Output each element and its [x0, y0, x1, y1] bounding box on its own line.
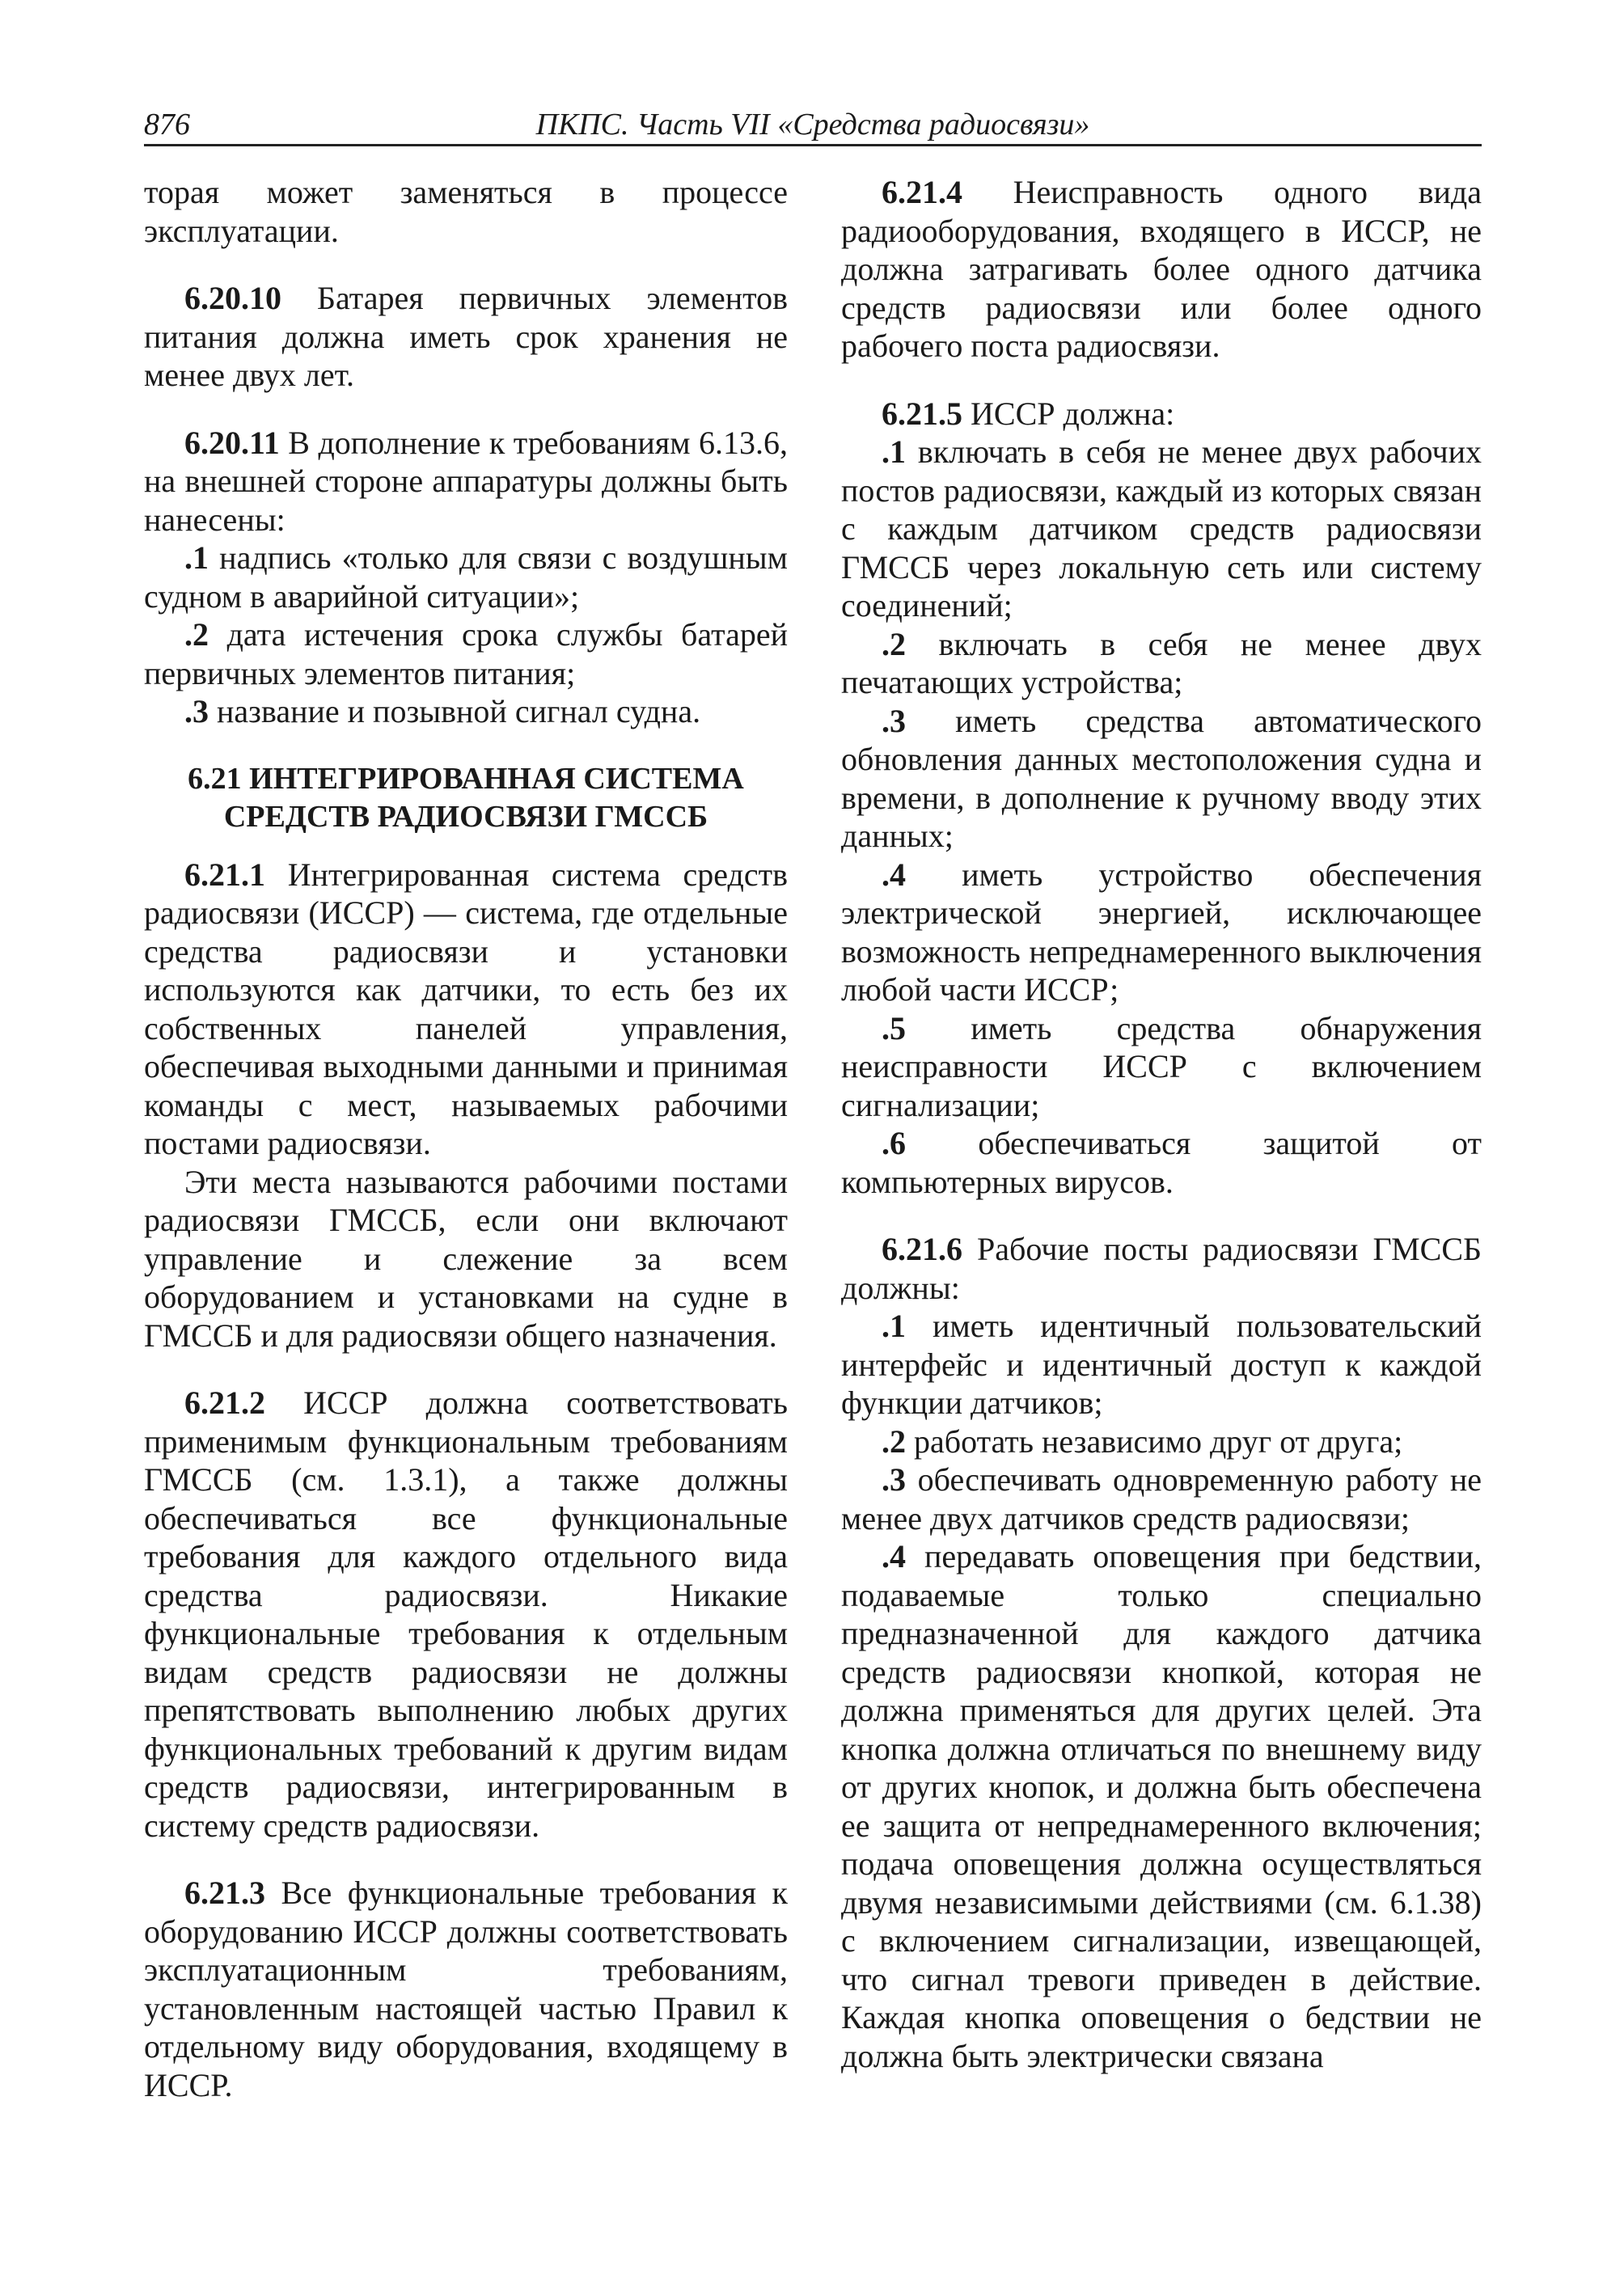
list-item [841, 1537, 1482, 2075]
item-number: .1 [882, 433, 906, 470]
left-column [144, 173, 788, 2104]
item-text: обеспечивать одновременную работу не менее двух датчиков средств радиосвязи; [841, 1461, 1482, 1536]
continued-paragraph: торая может заменяться в процессе эксплуатации. [144, 174, 788, 249]
item-text: передавать оповещения при бедствии, подаваемые только специально предназначенной для каждого датчика средств радиосвязи кнопкой, которая не должна применяться для других целей. Эта кнопка должна отличаться по внешнему виду от других кнопок, и должна быть обеспечена ее защита от непреднамеренного включения; подача оповещения должна осуществляться двумя независимыми действиями (см. 6.1.38) с включением сигнализации, извещающей, что сигнал тревоги приведен в действие. Каждая кнопка оповещения о бедствии не должна быть электрически связана [841, 1538, 1482, 2074]
list-item [841, 856, 1482, 1009]
clause-6-20-10 [144, 279, 788, 395]
item-text: работать независимо друг от друга; [906, 1422, 1403, 1460]
item-number: .2 [882, 625, 906, 662]
item-number: .1 [184, 539, 209, 576]
clause-number: 6.20.11 [184, 424, 280, 461]
list-item [841, 702, 1482, 856]
clause-6-21-6 [841, 1230, 1482, 1307]
item-number: .2 [184, 616, 209, 653]
section-heading [144, 760, 788, 836]
list-item [144, 539, 788, 615]
item-text: обеспечиваться защитой от компьютерных вирусов. [841, 1125, 1482, 1200]
clause-number: 6.21.5 [882, 395, 962, 432]
clause-6-21-4 [841, 173, 1482, 366]
clause-6-21-5 [841, 395, 1482, 433]
list-item [841, 1009, 1482, 1125]
item-text: иметь идентичный пользовательский интерфейс и идентичный доступ к каждой функции датчиков; [841, 1308, 1482, 1421]
paragraph: Эти места называются рабочими постами радиосвязи ГМССБ, если они включают управление и слежение за всем оборудованием и установками на судне в ГМССБ и для радиосвязи общего назначения. [144, 1163, 788, 1354]
page-number: 876 [144, 108, 190, 142]
item-number: .3 [882, 702, 906, 739]
clause-number: 6.21.3 [184, 1875, 265, 1911]
clause-number: 6.21.4 [882, 174, 962, 210]
item-text: иметь устройство обеспечения электрической энергией, исключающее возможность непреднамеренного выключения любой части ИССР; [841, 856, 1482, 1008]
clause-6-21-2 [144, 1384, 788, 1845]
list-item [841, 1422, 1482, 1461]
clause-text: В дополнение к требованиям 6.13.6, на внешней стороне аппаратуры должны быть нанесены: [144, 424, 788, 538]
clause-text: Все функциональные требования к оборудованию ИССР должны соответствовать эксплуатационным требованиям, установленным настоящей частью Правил к отдельному виду оборудования, входящему в ИССР. [144, 1875, 788, 2103]
clause-6-21-1 [144, 856, 788, 1163]
clause-6-20-11 [144, 424, 788, 539]
item-text: включать в себя не менее двух рабочих постов радиосвязи, каждый из которых связан с каждым датчиком средств радиосвязи ГМССБ через локальную сеть или систему соединений; [841, 433, 1482, 623]
item-number: .6 [882, 1125, 906, 1161]
clause-number: 6.20.10 [184, 280, 281, 316]
item-number: .1 [882, 1308, 906, 1344]
clause-text: ИССР должна: [962, 395, 1175, 432]
list-item [841, 1460, 1482, 1537]
item-text: надпись «только для связи с воздушным судном в аварийной ситуации»; [144, 539, 788, 615]
item-text: название и позывной сигнал судна. [209, 693, 701, 729]
item-number: .4 [882, 1538, 906, 1575]
list-item [144, 615, 788, 692]
list-item [841, 1307, 1482, 1422]
item-text: иметь средства обнаружения неисправности ИССР с включением сигнализации; [841, 1009, 1482, 1123]
clause-number: 6.21.2 [184, 1384, 265, 1421]
item-number: .3 [882, 1461, 906, 1498]
clause-text: Интегрированная система средств радиосвязи (ИССР) — система, где отдельные средства радиосвязи и установки используются как датчики, то есть без их собственных панелей управления, обеспечивая выходными данными и принимая команды с мест, называемых рабочими постами радиосвязи. [144, 856, 788, 1161]
clause-number: 6.21.6 [882, 1231, 962, 1267]
section-heading-line-1: 6.21 ИНТЕГРИРОВАННАЯ СИСТЕМА [188, 761, 744, 796]
clause-text: ИССР должна соответствовать применимым функциональным требованиям ГМССБ (см. 1.3.1), а также должны обеспечиваться все функциональные требования для каждого отдельного вида средства радиосвязи. Никакие функциональные требования к отдельным видам средств радиосвязи не должны препятствовать выполнению любых других функциональных требований к другим видам средств радиосвязи, интегрированным в систему средств радиосвязи. [144, 1384, 788, 1844]
list-item [841, 1124, 1482, 1201]
list-item [841, 625, 1482, 702]
running-title: ПКПС. Часть VII «Средства радиосвязи» [535, 108, 1090, 142]
clause-number: 6.21.1 [184, 856, 265, 893]
clause-text: Батарея первичных элементов питания должна иметь срок хранения не менее двух лет. [144, 280, 788, 393]
item-text: дата истечения срока службы батарей первичных элементов питания; [144, 616, 788, 691]
clause-text: Рабочие посты радиосвязи ГМССБ должны: [841, 1231, 1482, 1306]
clause-text: Неисправность одного вида радиооборудования, входящего в ИССР, не должна затрагивать более одного датчика средств радиосвязи или более одного рабочего поста радиосвязи. [841, 174, 1482, 364]
clause-6-21-3 [144, 1874, 788, 2104]
item-number: .4 [882, 856, 906, 893]
item-text: иметь средства автоматического обновления данных местоположения судна и времени, в дополнение к ручному вводу этих данных; [841, 702, 1482, 854]
right-column [841, 173, 1482, 2075]
item-number: .5 [882, 1009, 906, 1046]
page-header [144, 94, 1482, 146]
list-item [144, 692, 788, 731]
item-number: .2 [882, 1422, 906, 1460]
list-item [841, 433, 1482, 625]
section-heading-line-2: СРЕДСТВ РАДИОСВЯЗИ ГМССБ [223, 799, 708, 834]
item-text: включать в себя не менее двух печатающих устройства; [841, 625, 1482, 700]
item-number: .3 [184, 693, 209, 729]
